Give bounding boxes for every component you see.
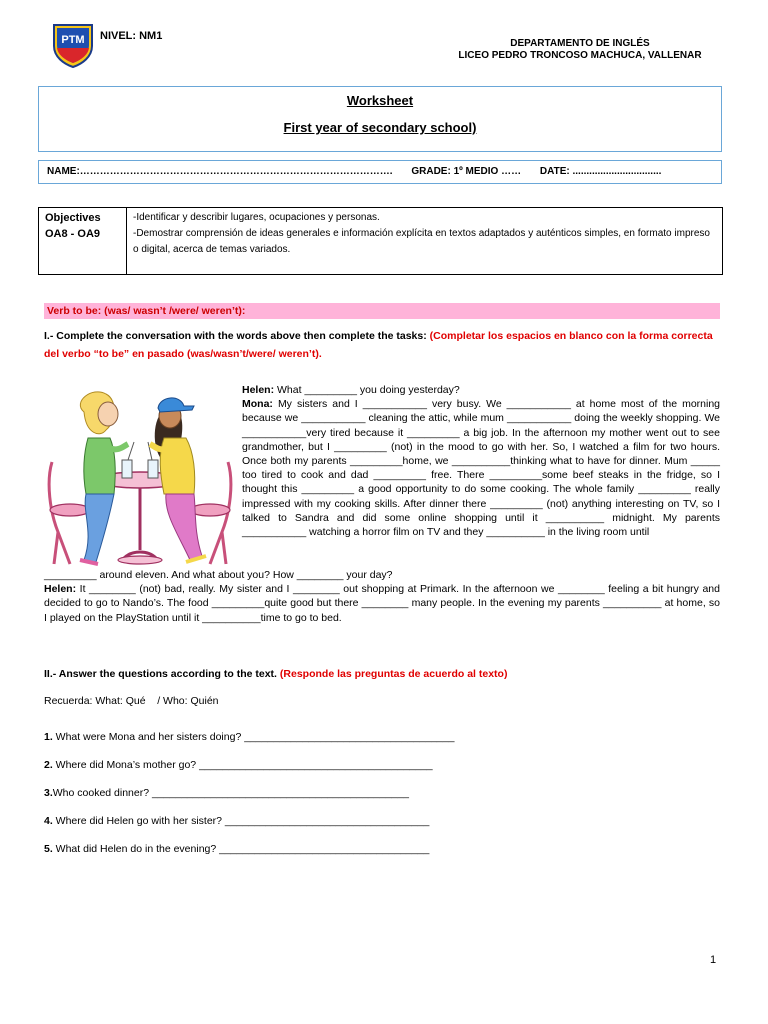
question-number: 1.	[44, 731, 53, 743]
vocabulary-reminder: Recuerda: What: Qué / Who: Quién	[44, 695, 219, 707]
question-item[interactable]	[44, 843, 429, 855]
worksheet-title: Worksheet	[346, 93, 414, 108]
section2-instruction	[44, 668, 507, 680]
department-name: DEPARTAMENTO DE INGLÉS	[510, 38, 650, 49]
dialogue-line-helen	[242, 383, 720, 397]
school-logo	[50, 22, 96, 68]
dialogue-text: What _________ you doing yesterday?	[277, 384, 460, 396]
instruction-english: I.- Complete the conversation with the words above then complete the tasks:	[44, 330, 427, 342]
dialogue-line-mona	[242, 397, 720, 539]
dialogue-top	[242, 383, 720, 539]
question-number: 5.	[44, 843, 53, 855]
question-text: What did Helen do in the evening? ____________________________________	[52, 843, 430, 855]
section1-instruction	[44, 327, 724, 363]
name-field[interactable]: NAME:………………………………………………………………………………….	[47, 166, 393, 177]
worksheet-subtitle: First year of secondary school)	[283, 120, 477, 135]
question-text: Who cooked dinner? ____________________________________________	[52, 787, 409, 799]
instruction-spanish: (Completar los espacios en blanco con la forma correcta del verbo “to be” en pasado (was/wasn’t/were/ weren’t).	[44, 330, 713, 360]
instruction-spanish: (Responde las preguntas de acuerdo al texto)	[279, 668, 508, 680]
speaker-name: Helen:	[44, 583, 77, 596]
grade-field: GRADE: 1º MEDIO ……	[411, 166, 522, 177]
question-number: 2.	[44, 759, 53, 771]
question-item[interactable]	[44, 815, 429, 827]
objectives-label: Objectives	[45, 212, 101, 224]
speaker-name: Mona:	[242, 398, 273, 411]
question-number: 4.	[44, 815, 53, 827]
dialogue-text: It ________ (not) bad, really. My sister and I ________ out shopping at Primark. In the afternoon we ________ feeling a bit hungry and decided to go to Nando’s. The food _________quite good but there ________ many people. In the evening my parents __________ at home, so I played on the PlayStation until it __________time to go to bed.	[44, 583, 720, 624]
dialogue-line-helen	[44, 582, 720, 625]
svg-text:PTM: PTM	[61, 34, 85, 46]
objective-item: -Demostrar comprensión de ideas generales e información explícita en textos adaptados y auténticos simples, en formato impreso o digital, acerca de temas variados.	[133, 228, 710, 255]
objectives-codes: OA8 - OA9	[45, 228, 101, 240]
dialogue-bottom	[44, 568, 720, 625]
speaker-name: Helen:	[242, 384, 275, 396]
question-text: Where did Helen go with her sister? ___________________________________	[52, 815, 430, 827]
objectives-table	[38, 207, 723, 275]
question-item[interactable]	[44, 759, 433, 771]
dialogue-text-continued: _________ around eleven. And what about you? How ________ your day?	[44, 569, 393, 581]
student-info-row	[38, 160, 722, 184]
question-item[interactable]	[44, 787, 409, 799]
page-number: 1	[710, 954, 717, 966]
school-info	[410, 38, 750, 62]
objective-item: -Identificar y describir lugares, ocupaciones y personas.	[133, 212, 380, 223]
objectives-label-cell	[39, 208, 127, 274]
question-item[interactable]	[44, 731, 454, 743]
question-number: 3.	[44, 787, 53, 799]
school-name: LICEO PEDRO TRONCOSO MACHUCA, VALLENAR	[458, 50, 702, 61]
worksheet-title-box	[38, 86, 722, 152]
girls-at-table-illustration	[44, 382, 236, 572]
objectives-content-cell	[127, 208, 722, 274]
dialogue-text: My sisters and I ___________ very busy. We ___________ at home most of the morning because we ___________ cleaning the attic, while mum ___________ doing the weekly shopping. We ___________very tired because it _________ a big job. In the afternoon my mother went out to see grandmother, but I _________ (not) in the mood to go with her. So, I watched a film for two hours. Once both my parents _________home, we __________thinking what to have for dinner. Mum _____ too tired to cook and dad _________ free. There _________some beef steaks in the fridge, so I thought this _________ a good opportunity to do some cooking. The whole family _________ really impressed with my cooking skills. After dinner there _________ (not) anything interesting on TV, so I talked to Sandra and did some online shopping until it __________ midnight. My parents ___________ watching a horror film on TV and they __________ in the living room until	[242, 398, 721, 539]
date-field[interactable]: DATE: ................................	[539, 166, 662, 177]
level-label: NIVEL: NM1	[100, 30, 163, 42]
instruction-english: II.- Answer the questions according to the text.	[44, 668, 277, 680]
question-text: Where did Mona’s mother go? ________________________________________	[52, 759, 433, 771]
verb-to-be-heading: Verb to be: (was/ wasn’t /were/ weren’t):	[44, 303, 720, 319]
question-text: What were Mona and her sisters doing? ____________________________________	[52, 731, 455, 743]
